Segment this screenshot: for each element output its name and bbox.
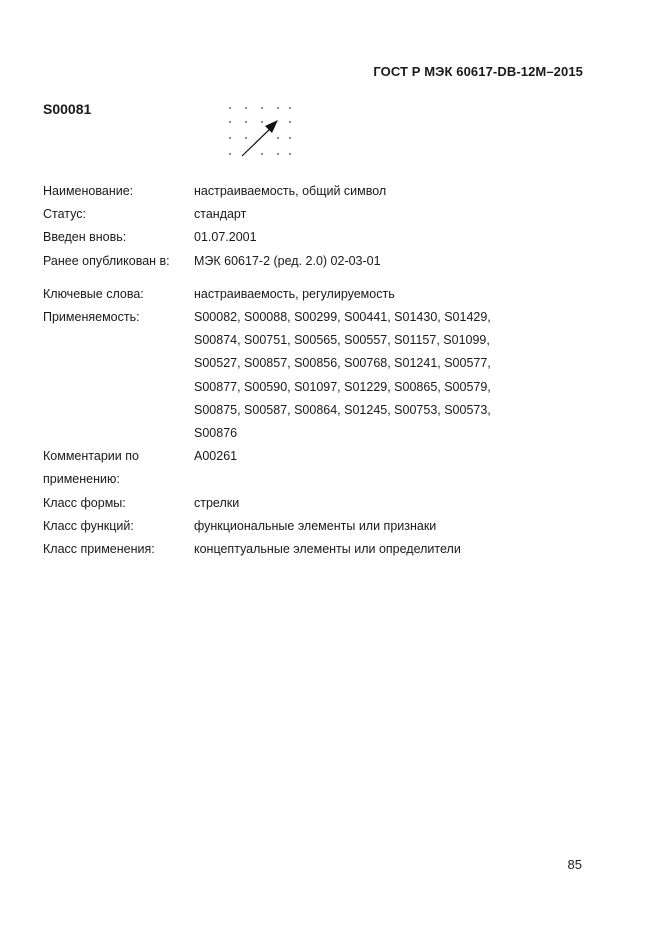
row-name: [43, 180, 543, 203]
label-published: Ранее опубликован в:: [43, 253, 170, 268]
label-name: Наименование:: [43, 184, 134, 198]
adjustability-arrow-icon: [224, 100, 298, 166]
label-keywords: Ключевые слова:: [43, 286, 144, 301]
label-comments-line: Комментарии по: [43, 449, 139, 464]
label-function-class: Класс функций:: [43, 518, 134, 533]
row-applicability: [43, 306, 543, 445]
value-introduced: 01.07.2001: [194, 230, 257, 245]
label-applicability: Применяемость:: [43, 310, 140, 325]
value-name: настраиваемость, общий символ: [194, 184, 387, 198]
label-comments: [43, 445, 194, 491]
value-form-class: стрелки: [194, 495, 240, 510]
page-number: 85: [567, 857, 582, 872]
row-published: [43, 250, 543, 273]
document-header: ГОСТ Р МЭК 60617-DB-12M–2015: [373, 64, 583, 79]
value-function-class: функциональные элементы или признаки: [194, 518, 437, 533]
applicability-line: S00082, S00088, S00299, S00441, S01430, S01429,: [194, 310, 491, 325]
applicability-line: S00877, S00590, S01097, S01229, S00865, S00579,: [194, 379, 491, 394]
attributes-table: [43, 180, 543, 561]
symbol-code: S00081: [43, 101, 92, 117]
label-form-class: Класс формы:: [43, 495, 126, 510]
applicability-line: S00875, S00587, S00864, S01245, S00753, S00573,: [194, 402, 491, 417]
label-status: Статус:: [43, 207, 86, 222]
label-application-class: Класс применения:: [43, 542, 155, 557]
row-form-class: [43, 492, 543, 515]
applicability-line: S00876: [194, 426, 238, 441]
applicability-line: S00874, S00751, S00565, S00557, S01157, S01099,: [194, 333, 490, 348]
row-keywords: [43, 283, 543, 306]
applicability-line: S00527, S00857, S00856, S00768, S01241, S00577,: [194, 356, 491, 371]
row-comments: [43, 445, 543, 491]
section-gap: [43, 273, 543, 283]
value-applicability: [194, 306, 543, 445]
row-introduced: [43, 226, 543, 249]
label-introduced: Введен вновь:: [43, 230, 127, 245]
value-status: стандарт: [194, 207, 247, 222]
label-comments-line: применению:: [43, 472, 120, 487]
row-application-class: [43, 538, 543, 561]
value-keywords: настраиваемость, регулируемость: [194, 286, 395, 301]
value-published: МЭК 60617-2 (ред. 2.0) 02-03-01: [194, 253, 381, 268]
value-application-class: концептуальные элементы или определители: [194, 542, 461, 557]
row-status: [43, 203, 543, 226]
value-comments: A00261: [194, 449, 238, 464]
row-function-class: [43, 515, 543, 538]
